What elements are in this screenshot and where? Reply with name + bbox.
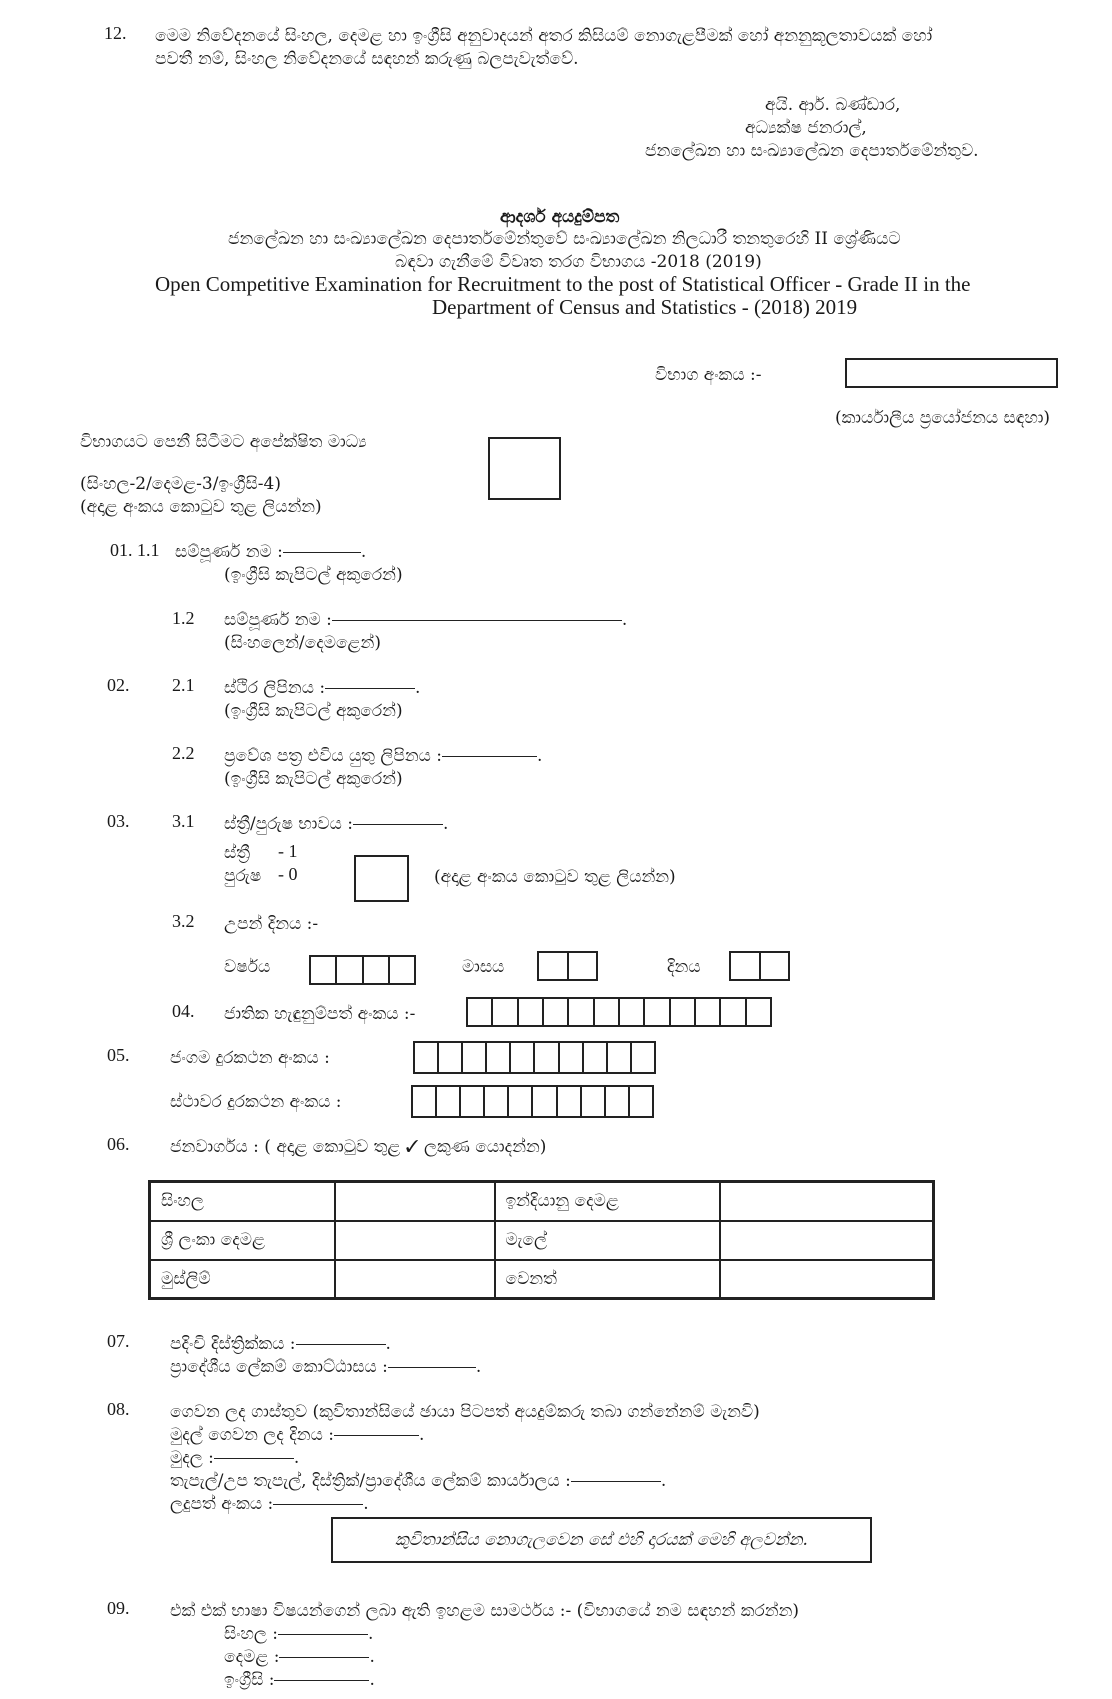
q01-sub-number: 1.2 <box>172 608 195 628</box>
ethnicity-checkbox-cell[interactable] <box>335 1182 495 1221</box>
table-row <box>150 1182 934 1221</box>
digit-cell[interactable] <box>533 1043 557 1072</box>
receipt-number-line <box>273 1504 363 1505</box>
q02-sub1-number: 2.1 <box>172 675 195 695</box>
full-name-english-field[interactable]: සම්පූර්ණ නම : . <box>175 542 367 562</box>
digit-cell[interactable] <box>556 1087 580 1116</box>
clause-text-line1: මෙම නිවේදනයේ සිංහල, දෙමළ හා ඉංග්‍රීසි අනුවාදයන් අතර කිසියම් නොගැළපීමක් හෝ අනනුකූලතාවයක් හෝ <box>155 26 933 46</box>
digit-cell[interactable] <box>694 999 719 1025</box>
digit-cell[interactable] <box>669 999 694 1025</box>
signatory-department: ජනලේඛන හා සංඛ්‍යාලේඛන දෙපාර්තමේන්තුව. <box>645 141 979 161</box>
form-title: ආදර්ශ අයදුම්පත <box>500 207 620 227</box>
heading-english-line2: Department of Census and Statistics - (2018) 2019 <box>432 295 858 319</box>
dob-label: උපන් දිනය :- <box>224 914 319 934</box>
date-paid-line <box>334 1435 419 1436</box>
q07-number: 07. <box>107 1331 130 1351</box>
table-row <box>150 1221 934 1260</box>
digit-cell[interactable] <box>461 1043 485 1072</box>
digit-cell[interactable] <box>459 1087 483 1116</box>
ethnicity-option-label: මැලේ <box>495 1221 720 1260</box>
full-name-native-note: (සිංහලෙන්/දෙමළෙන්) <box>224 633 381 653</box>
female-label: ස්ත්‍රී <box>224 843 251 863</box>
date-paid-label: මුදල් ගෙවන ලද දිනය : <box>170 1425 334 1445</box>
gender-field[interactable]: ස්ත්‍රී/පුරුෂ භාවය : . <box>224 814 449 834</box>
mobile-cells[interactable] <box>413 1041 656 1074</box>
ethnicity-checkbox-cell[interactable] <box>720 1221 934 1260</box>
clause-number: 12. <box>104 23 127 43</box>
language-results-label: එක් එක් භාෂා විෂයන්ගෙන් ලබා ඇති ඉහළම සාමර්ථය :- (විභාගයේ නම සඳහන් කරන්න) <box>170 1601 800 1621</box>
ethnicity-option-label: වෙනත් <box>495 1260 720 1299</box>
digit-cell[interactable] <box>435 1087 459 1116</box>
exam-number-label: විභාග අංකය :- <box>655 365 762 385</box>
q03-sub1-number: 3.1 <box>172 811 195 831</box>
tamil-result-field[interactable]: දෙමළ : . <box>224 1647 375 1667</box>
signatory-title: අධ්‍යක්ෂ ජනරාල්, <box>745 118 867 138</box>
q08-number: 08. <box>107 1399 130 1419</box>
admission-address-note: (ඉංග්‍රීසි කැපිටල් අකුරෙන්) <box>224 769 403 789</box>
ds-office-label: ප්‍රාදේශීය ලේකම් කොට්ඨාසය : <box>170 1357 388 1377</box>
heading-sinhala-line1: ජනලේඛන හා සංඛ්‍යාලේඛන දෙපාර්තමේන්තුවේ සංඛ්‍යාලේඛන නිලධාරී තනතුරෙහි II ශ්‍රේණියට <box>228 229 901 249</box>
digit-cell[interactable] <box>509 1043 533 1072</box>
sinhala-result-field[interactable]: සිංහල : . <box>224 1624 374 1644</box>
digit-cell[interactable] <box>618 999 643 1025</box>
mobile-label: ජංගම දුරකථන අංකය : <box>170 1048 330 1068</box>
full-name-native-line <box>332 620 622 621</box>
q05-number: 05. <box>107 1045 130 1065</box>
signatory-name: අයි. ආර්. බණ්ඩාර, <box>765 95 901 115</box>
ethnicity-table <box>148 1180 935 1300</box>
full-name-native-field[interactable]: සම්පූර්ණ නම : . <box>224 610 628 630</box>
digit-cell[interactable] <box>558 1043 582 1072</box>
digit-cell[interactable] <box>759 953 789 979</box>
digit-cell[interactable] <box>485 1043 509 1072</box>
payment-office-field[interactable]: තැපැල්/උප තැපැල්, දිස්ත්‍රික්/ප්‍රාදේශීය ලේකම් කාර්යාලය : . <box>170 1471 667 1491</box>
digit-cell[interactable] <box>491 999 516 1025</box>
ethnicity-label: ජනවාර්ගය : ( අදාළ කොටුව තුළ ✓ ලකුණ යොදන්න) <box>170 1137 547 1157</box>
district-line <box>296 1344 386 1345</box>
ds-office-line <box>388 1367 476 1368</box>
digit-cell[interactable] <box>335 957 361 983</box>
digit-cell[interactable] <box>567 953 597 979</box>
dob-month-cells[interactable] <box>537 951 598 981</box>
full-name-english-note: (ඉංග්‍රීසි කැපිටල් අකුරෙන්) <box>224 565 403 585</box>
receipt-number-field[interactable]: ලදුපත් අංකය : . <box>170 1494 369 1514</box>
nic-label: ජාතික හැඳුනුම්පත් අංකය :- <box>224 1004 416 1024</box>
english-result-field[interactable]: ඉංග්‍රීසි : . <box>224 1670 375 1690</box>
digit-cell[interactable] <box>539 953 567 979</box>
digit-cell[interactable] <box>413 1087 435 1116</box>
payment-office-label: තැපැල්/උප තැපැල්, දිස්ත්‍රික්/ප්‍රාදේශීය ලේකම් කාර්යාලය : <box>170 1471 571 1491</box>
digit-cell[interactable] <box>719 999 744 1025</box>
amount-field[interactable]: මුදල : . <box>170 1448 300 1468</box>
q01-number: 01. 1.1 <box>110 540 160 560</box>
ethnicity-checkbox-cell[interactable] <box>335 1260 495 1299</box>
gender-line <box>353 824 443 825</box>
q06-number: 06. <box>107 1134 130 1154</box>
ethnicity-checkbox-cell[interactable] <box>335 1221 495 1260</box>
digit-cell[interactable] <box>628 1087 652 1116</box>
dob-day-cells[interactable] <box>729 951 790 981</box>
clause-text-line2: පවතී නම්, සිංහල නිවේදනයේ සඳහන් කරුණු බලපැවැත්වේ. <box>155 49 579 69</box>
q02-sub2-number: 2.2 <box>172 743 195 763</box>
digit-cell[interactable] <box>507 1087 531 1116</box>
ethnicity-option-label: මුස්ලිම් <box>150 1260 335 1299</box>
digit-cell[interactable] <box>580 1087 604 1116</box>
table-row <box>150 1260 934 1299</box>
district-field[interactable]: පදිංචි දිස්ත්‍රික්කය : . <box>170 1334 391 1354</box>
permanent-address-note: (ඉංග්‍රීසි කැපිටල් අකුරෙන්) <box>224 701 403 721</box>
medium-box[interactable] <box>488 437 561 500</box>
digit-cell[interactable] <box>593 999 618 1025</box>
digit-cell[interactable] <box>388 957 414 983</box>
nic-cells[interactable] <box>466 997 772 1027</box>
payment-office-line <box>571 1481 661 1482</box>
heading-sinhala-line2: බඳවා ගැනීමේ විවෘත තරග විභාගය -2018 (2019) <box>395 252 762 272</box>
dob-day-label: දිනය <box>667 957 701 977</box>
ethnicity-checkbox-cell[interactable] <box>720 1260 934 1299</box>
q03-number: 03. <box>107 811 130 831</box>
receipt-number-label: ලදුපත් අංකය : <box>170 1494 274 1514</box>
landline-label: ස්ථාවර දුරකථන අංකය : <box>170 1092 342 1112</box>
tamil-result-line <box>279 1657 369 1658</box>
landline-cells[interactable] <box>411 1085 654 1118</box>
exam-number-box[interactable] <box>845 358 1058 388</box>
ethnicity-option-label: ශ්‍රී ලංකා දෙමළ <box>150 1221 335 1260</box>
amount-label: මුදල : <box>170 1448 214 1468</box>
heading-english-line1: Open Competitive Examination for Recruitment to the post of Statistical Officer - Grade II in the <box>155 272 971 296</box>
digit-cell[interactable] <box>437 1043 461 1072</box>
admission-address-line <box>442 756 537 757</box>
permanent-address-line <box>325 688 415 689</box>
digit-cell[interactable] <box>531 1087 555 1116</box>
medium-options: (සිංහල-2/දෙමළ-3/ඉංග්‍රීසි-4) <box>80 474 281 494</box>
digit-cell[interactable] <box>582 1043 606 1072</box>
digit-cell[interactable] <box>731 953 759 979</box>
male-label: පුරුෂ <box>224 866 262 886</box>
ds-office-field[interactable]: ප්‍රාදේශීය ලේකම් කොට්ඨාසය : . <box>170 1357 482 1377</box>
dob-year-label: වර්ෂය <box>224 957 271 977</box>
digit-cell[interactable] <box>483 1087 507 1116</box>
q03-sub2-number: 3.2 <box>172 911 195 931</box>
gender-instruction: (අදාළ අංකය කොටුව තුළ ලියන්න) <box>434 867 676 887</box>
gender-box[interactable] <box>354 855 409 902</box>
ethnicity-option-label: සිංහල <box>150 1182 335 1221</box>
dob-month-label: මාසය <box>462 957 505 977</box>
digit-cell[interactable] <box>606 1043 630 1072</box>
digit-cell[interactable] <box>604 1087 628 1116</box>
male-code: - 0 <box>278 864 298 884</box>
q02-number: 02. <box>107 675 130 695</box>
digit-cell[interactable] <box>468 999 491 1025</box>
sinhala-result-line <box>278 1634 368 1635</box>
digit-cell[interactable] <box>745 999 770 1025</box>
digit-cell[interactable] <box>643 999 668 1025</box>
medium-instruction: (අදාළ අංකය කොටුව තුළ ලියන්න) <box>80 497 322 517</box>
amount-line <box>214 1458 294 1459</box>
q09-number: 09. <box>107 1598 130 1618</box>
full-name-english-line <box>283 552 361 553</box>
english-result-line <box>274 1680 369 1681</box>
full-name-english-label: සම්පූර්ණ නම : <box>175 542 283 562</box>
digit-cell[interactable] <box>567 999 592 1025</box>
medium-label: විභාගයට පෙනී සිටීමට අපේක්ෂිත මාධ්‍ය <box>80 432 367 452</box>
full-name-native-label: සම්පූර්ණ නම : <box>224 610 332 630</box>
receipt-paste-box[interactable]: කුවිතාන්සිය නොගැලවෙන සේ එහි දාරයක් මෙහි අලවන්න. <box>331 1517 872 1563</box>
digit-cell[interactable] <box>542 999 567 1025</box>
ethnicity-checkbox-cell[interactable] <box>720 1182 934 1221</box>
permanent-address-field[interactable]: ස්ථිර ලිපිනය : . <box>224 678 421 698</box>
dob-year-cells[interactable] <box>309 955 416 985</box>
office-use-note: (කාර්යාලීය ප්‍රයෝජනය සඳහා) <box>835 408 1051 428</box>
permanent-address-label: ස්ථිර ලිපිනය : <box>224 678 326 698</box>
date-paid-field[interactable]: මුදල් ගෙවන ලද දිනය : . <box>170 1425 425 1445</box>
q04-number: 04. <box>172 1001 195 1021</box>
sinhala-result-label: සිංහල : <box>224 1624 279 1644</box>
gender-label: ස්ත්‍රී/පුරුෂ භාවය : <box>224 814 353 834</box>
female-code: - 1 <box>278 841 298 861</box>
ethnicity-option-label: ඉන්දියානු දෙමළ <box>495 1182 720 1221</box>
digit-cell[interactable] <box>517 999 542 1025</box>
district-label: පදිංචි දිස්ත්‍රික්කය : <box>170 1334 296 1354</box>
digit-cell[interactable] <box>362 957 388 983</box>
english-result-label: ඉංග්‍රීසි : <box>224 1670 275 1690</box>
tamil-result-label: දෙමළ : <box>224 1647 280 1667</box>
admission-address-label: ප්‍රවේශ පත්‍ර එවිය යුතු ලිපිනය : <box>224 746 443 766</box>
digit-cell[interactable] <box>415 1043 437 1072</box>
digit-cell[interactable] <box>311 957 335 983</box>
fee-paid-label: ගෙවන ලද ගාස්තුව (කුවිතාන්සියේ ඡායා පිටපත් අයදුම්කරු තබා ගන්නේනම් මැනවි) <box>170 1402 760 1422</box>
admission-address-field[interactable]: ප්‍රවේශ පත්‍ර එවිය යුතු ලිපිනය : . <box>224 746 543 766</box>
digit-cell[interactable] <box>630 1043 654 1072</box>
